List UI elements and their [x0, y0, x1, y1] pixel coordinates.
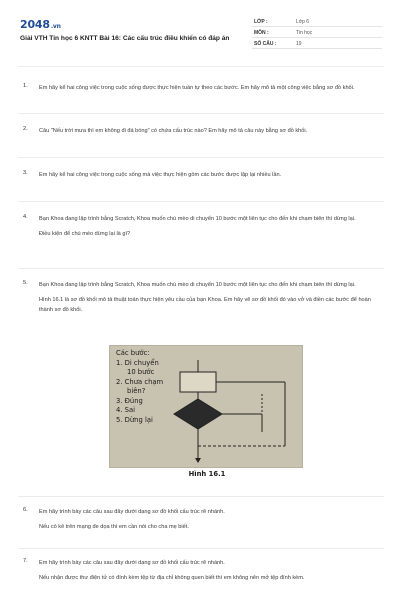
question-text: [39, 83, 381, 93]
question-paragraph: Điều kiện để chú mèo dừng lại là gì?: [39, 231, 131, 237]
question-divider: [18, 548, 384, 549]
flowchart-process-box: [180, 372, 216, 392]
question-paragraph: Bạn Khoa đang lập trình bằng Scratch, Khoa muốn chú mèo di chuyển 10 bước một liên tục cho đến khi chạm biên thì dừng lại.: [39, 282, 356, 288]
question-number: 2.: [23, 126, 28, 132]
question-text: [39, 126, 381, 136]
meta-row-class: [252, 16, 382, 27]
question-paragraph: Câu "Nếu trời mưa thì em không đi đá bóng" có chứa cấu trúc nào? Em hãy mô tả câu này bằng sơ đồ khối.: [39, 128, 308, 134]
figure-steps-heading: Các bước:: [116, 349, 150, 357]
meta-value: Lớp 6: [296, 19, 310, 25]
question-paragraph: Nếu có kẻ trên mạng đe dọa thì em cần nói cho cha mẹ biết.: [39, 524, 189, 530]
figure-step: 1. Di chuyển: [116, 358, 159, 367]
figure-step: 2. Chưa chạm: [116, 377, 164, 386]
page-title: Giải VTH Tin học 6 KNTT Bài 16: Các cấu trúc điều khiển có đáp án: [20, 35, 230, 42]
question-text: [39, 170, 381, 180]
figure-step: 10 bước: [127, 368, 155, 376]
site-logo[interactable]: [20, 18, 61, 31]
meta-label: LỚP :: [254, 19, 268, 25]
question-text: [39, 214, 381, 239]
figure-step: 5. Dừng lại: [116, 415, 153, 424]
question-paragraph: Em hãy trình bày các câu sau đây dưới dạng sơ đồ khối cấu trúc rẽ nhánh.: [39, 509, 225, 515]
figure-caption: Hình 16.1: [188, 470, 226, 478]
question-text: [39, 558, 381, 583]
meta-table: [252, 16, 382, 49]
question-divider: [18, 268, 384, 269]
question-divider: [18, 201, 384, 202]
question-number: 5.: [23, 280, 28, 286]
question-paragraph: Em hãy kể hai công việc trong cuộc sống được thực hiện tuần tự theo các bước. Em hãy mô tả một công việc bằng sơ đồ khối.: [39, 85, 355, 91]
question-divider: [18, 113, 384, 114]
question-text: [39, 507, 381, 532]
figure-step: biên?: [127, 387, 146, 395]
figure-step: 4. Sai: [116, 406, 136, 414]
meta-label: MÔN :: [254, 30, 269, 36]
question-number: 6.: [23, 507, 28, 513]
question-paragraph: Em hãy trình bày các câu sau đây dưới dạng sơ đồ khối cấu trúc rẽ nhánh.: [39, 560, 225, 566]
figure-step: 3. Đúng: [116, 396, 143, 405]
question-paragraph: Em hãy kể hai công việc trong cuộc sống mà việc thực hiện gồm các bước được lặp lại nhiều lần.: [39, 172, 282, 178]
header-divider: [18, 66, 384, 67]
meta-row-subject: [252, 27, 382, 38]
question-divider: [18, 157, 384, 158]
flowchart-figure: [109, 345, 303, 478]
flowchart-decision-diamond: [174, 399, 222, 429]
question-paragraph: Bạn Khoa đang lập trình bằng Scratch, Khoa muốn chú mèo di chuyển 10 bước một liên tục cho đến khi chạm biên thì dừng lại.: [39, 216, 356, 222]
flowchart-arrowhead: [195, 458, 201, 463]
question-paragraph: Nếu nhận được thư điện tử có đính kèm tệp từ địa chỉ không quen biết thì em không nên mở tệp đính kèm.: [39, 575, 305, 581]
meta-row-count: [252, 38, 382, 49]
question-paragraph: Hình 16.1 là sơ đồ khối mô tả thuật toán thực hiện yêu cầu của bạn Khoa. Em hãy vẽ sơ đồ khối đó vào vở và điền các bước để hoàn thành sơ đồ khối.: [39, 297, 371, 313]
meta-value: 19: [296, 41, 302, 47]
document-header: [14, 12, 386, 62]
question-number: 3.: [23, 170, 28, 176]
logo-suffix: .vn: [50, 23, 61, 30]
question-text: [39, 280, 381, 315]
question-number: 7.: [23, 558, 28, 564]
meta-label: SỐ CÂU :: [254, 41, 277, 47]
meta-value: Tin học: [296, 30, 313, 36]
question-number: 4.: [23, 214, 28, 220]
question-divider: [18, 496, 384, 497]
question-number: 1.: [23, 83, 28, 89]
flowchart-diagram: [110, 346, 304, 469]
logo-text: 2048: [20, 18, 50, 31]
